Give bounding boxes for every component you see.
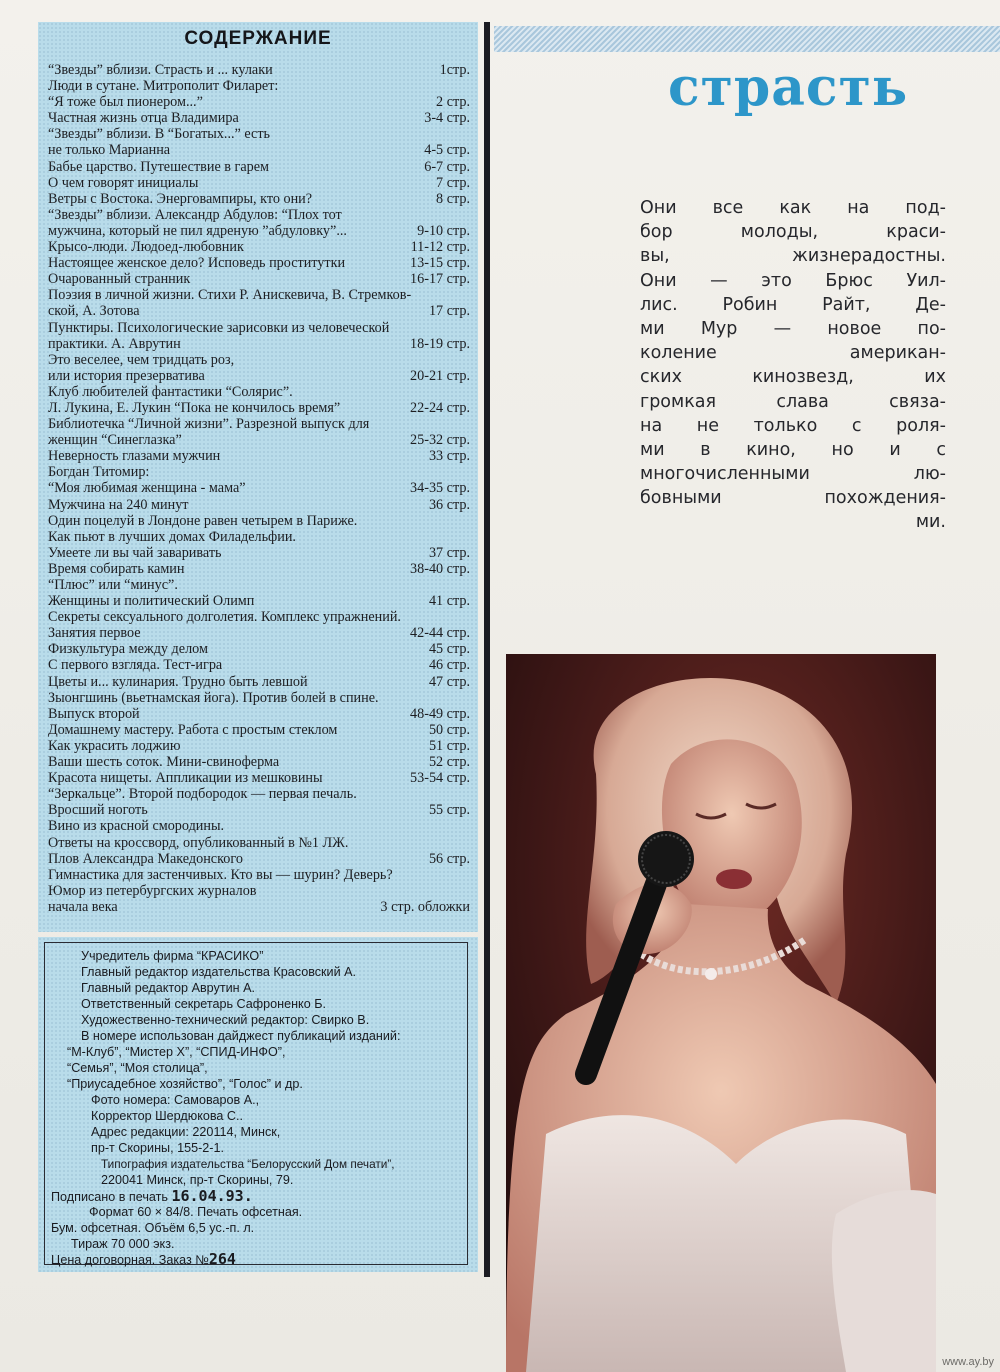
contents-item [48, 754, 470, 770]
contents-item-page: 8 стр. [436, 190, 470, 207]
contents-list [48, 62, 470, 915]
contents-item-page: 18-19 стр. [410, 335, 470, 352]
contents-item-title: Гимнастика для застенчивых. Кто вы — шурин? Деверь? [48, 866, 393, 883]
imprint-address-2: пр-т Скорины, 155-2-1. [91, 1141, 224, 1155]
contents-item-title: Секреты сексуального долголетия. Комплекс упражнений. [48, 609, 401, 626]
contents-title: СОДЕРЖАНИЕ [184, 28, 332, 49]
contents-item [48, 674, 470, 690]
contents-item-title: Умеете ли вы чай заваривать [48, 544, 222, 561]
imprint-signed-date: 16.04.93. [171, 1187, 253, 1205]
contents-item-title: Мужчина на 240 минут [48, 496, 189, 513]
contents-item-page: 9-10 стр. [417, 222, 470, 239]
intro-line: коление американ- [640, 343, 946, 364]
contents-item [48, 561, 470, 577]
contents-item-title: Это веселее, чем тридцать роз, [48, 351, 235, 368]
contents-item [48, 159, 470, 175]
contents-item-title: не только Марианна [48, 142, 171, 159]
contents-item-title: Домашнему мастеру. Работа с простым стеклом [48, 721, 338, 738]
intro-line: ми Мур — новое по- [640, 318, 946, 339]
contents-item-page: 45 стр. [428, 641, 470, 658]
contents-item-title: Зыонгшинь (вьетнамская йога). Против болей в спине. [48, 689, 379, 706]
imprint-photo: Фото номера: Самоваров А., [91, 1093, 260, 1107]
contents-item-title: Как украсить лоджию [48, 737, 181, 754]
contents-item-title: Неверность глазами мужчин [48, 448, 221, 465]
contents-item-title: Физкультура между делом [48, 641, 208, 658]
intro-line: Они все как на под- [640, 198, 946, 218]
contents-item [48, 802, 470, 818]
contents-item [48, 513, 470, 529]
contents-item [48, 175, 470, 191]
intro-line: бовными похождения- [640, 488, 946, 509]
imprint-sources-2: “Семья”, “Моя столица”, [67, 1061, 208, 1075]
contents-item [48, 336, 470, 352]
contents-item-page: 48-49 стр. [410, 705, 470, 722]
contents-item-page: 7 стр. [436, 174, 470, 191]
contents-item [48, 142, 470, 158]
imprint-signed-label: Подписано в печать [51, 1190, 168, 1204]
contents-item [48, 448, 470, 464]
contents-item [48, 480, 470, 496]
imprint-printing-house: Типография издательства “Белорусский Дом печати”, [101, 1157, 395, 1171]
contents-item-title: Время собирать камин [48, 560, 185, 577]
contents-item-page: 50 стр. [428, 721, 470, 738]
contents-item [48, 416, 470, 432]
contents-item-title: “Зеркальце”. Второй подбородок — первая печаль. [48, 786, 357, 803]
contents-item-page: 3-4 стр. [424, 110, 470, 127]
contents-item [48, 657, 470, 673]
intro-line: на не только с роля- [640, 415, 946, 436]
contents-item [48, 191, 470, 207]
contents-item [48, 400, 470, 416]
contents-item-title: Ветры с Востока. Энерговампиры, кто они? [48, 190, 313, 207]
contents-item-page: 20-21 стр. [410, 367, 470, 384]
contents-item-title: Выпуск второй [48, 705, 140, 722]
contents-item-title: женщин “Синеглазка” [48, 432, 182, 449]
imprint-signed [51, 1189, 253, 1204]
contents-item [48, 497, 470, 513]
contents-item-title: или история презерватива [48, 367, 205, 384]
contents-item-title: Ответы на кроссворд, опубликованный в №1 ЛЖ. [48, 834, 349, 851]
contents-item-title: Л. Лукина, Е. Лукин “Пока не кончилось время” [48, 399, 341, 416]
contents-item-title: Очарованный странник [48, 271, 191, 288]
contents-item [48, 641, 470, 657]
intro-line: громкая слава связа- [640, 391, 946, 412]
contents-item-title: Как пьют в лучших домах Филадельфии. [48, 528, 296, 545]
contents-item-title: “Моя любимая женщина - мама” [48, 480, 246, 497]
contents-item [48, 239, 470, 255]
singer-photo [506, 654, 936, 1372]
contents-item-page: 4-5 стр. [424, 142, 470, 159]
imprint-paper: Бум. офсетная. Объём 6,5 уc.-п. л. [51, 1221, 255, 1235]
contents-item-title: О чем говорят инициалы [48, 174, 199, 191]
imprint-proofreader: Корректор Шердюкова С.. [91, 1109, 243, 1123]
imprint-chief-editor-publisher: Главный редактор издательства Красовский А. [81, 965, 357, 979]
contents-item-page: 11-12 стр. [410, 239, 470, 256]
contents-item-page: 46 стр. [428, 657, 470, 674]
singer-photo-illustration [506, 654, 936, 1372]
contents-item [48, 545, 470, 561]
contents-item-title: начала века [48, 898, 118, 915]
contents-item [48, 320, 470, 336]
contents-item-page: 41 стр. [428, 593, 470, 610]
contents-item [48, 690, 470, 706]
contents-item [48, 609, 470, 625]
contents-item-page: 17 стр. [428, 303, 470, 320]
column-divider [484, 22, 490, 1277]
intro-line: бор молоды, краси- [640, 222, 946, 243]
imprint-founder: Учредитель фирма “КРАСИКО” [81, 949, 264, 963]
contents-panel [38, 22, 478, 932]
contents-item [48, 851, 470, 867]
contents-item-title: “Звезды” вблизи. В “Богатых...” есть [48, 126, 270, 143]
imprint-digest-note: В номере использован дайджест публикаций изданий: [81, 1029, 401, 1043]
contents-item-page: 33 стр. [428, 448, 470, 465]
intro-line: лис. Робин Райт, Де- [640, 294, 946, 315]
contents-item [48, 738, 470, 754]
imprint-chief-editor: Главный редактор Аврутин А. [81, 981, 255, 995]
contents-item-title: Настоящее женское дело? Исповедь проститутки [48, 255, 346, 272]
contents-item-title: практики. А. Аврутин [48, 335, 181, 352]
contents-item-page: 1стр. [439, 62, 470, 78]
contents-item-page: 47 стр. [428, 673, 470, 690]
contents-item [48, 62, 470, 78]
contents-item-page: 42-44 стр. [410, 625, 470, 642]
contents-item [48, 126, 470, 142]
contents-item-page: 34-35 стр. [410, 480, 470, 497]
contents-item-title: Богдан Титомир: [48, 464, 150, 481]
contents-item [48, 207, 470, 223]
contents-item [48, 78, 470, 94]
contents-item-title: мужчина, который не пил ядреную ”абдуловку”... [48, 222, 347, 239]
contents-item-page: 22-24 стр. [410, 399, 470, 416]
contents-item [48, 255, 470, 271]
contents-item-title: “Звезды” вблизи. Александр Абдулов: “Плох тот [48, 206, 342, 223]
contents-item-title: “Я тоже был пионером...” [48, 94, 203, 111]
intro-line: ми. [915, 512, 946, 533]
intro-line: ских кинозвезд, их [640, 367, 946, 388]
contents-item-page: 55 стр. [428, 802, 470, 819]
contents-item [48, 835, 470, 851]
contents-item [48, 303, 470, 319]
contents-item [48, 464, 470, 480]
contents-item-page: 16-17 стр. [410, 271, 470, 288]
contents-item [48, 706, 470, 722]
contents-item-page: 6-7 стр. [424, 158, 470, 175]
contents-item-page: 51 стр. [428, 737, 470, 754]
intro-line: Они — это Брюс Уил- [640, 270, 946, 291]
contents-item-page: 36 стр. [428, 496, 470, 513]
contents-item-title: Цветы и... кулинария. Трудно быть левшой [48, 673, 308, 690]
contents-item-title: Юмор из петербургских журналов [48, 882, 257, 899]
contents-item-title: Люди в сутане. Митрополит Филарет: [48, 78, 279, 95]
contents-item-title: Ваши шесть соток. Мини-свиноферма [48, 754, 280, 771]
contents-item [48, 110, 470, 126]
intro-line: ми в кино, но и с [640, 439, 946, 460]
contents-item [48, 352, 470, 368]
imprint-address-1: Адрес редакции: 220114, Минск, [91, 1125, 281, 1139]
contents-item-title: Плов Александра Македонского [48, 850, 243, 867]
contents-item-page: 38-40 стр. [410, 560, 470, 577]
contents-item-page: 53-54 стр. [410, 770, 470, 787]
imprint-tech-editor: Художественно-технический редактор: Свирко В. [81, 1013, 370, 1027]
imprint-sources-3: “Приусадебное хозяйство”, “Голос” и др. [67, 1077, 303, 1091]
contents-item-title: ской, А. Зотова [48, 303, 140, 320]
contents-item-page: 3 стр. обложки [380, 898, 470, 915]
contents-item [48, 786, 470, 802]
imprint-circulation: Тираж 70 000 экз. [71, 1237, 175, 1251]
contents-item [48, 432, 470, 448]
watermark: www.ay.by [942, 1356, 994, 1368]
contents-item-title: Занятия первое [48, 625, 141, 642]
imprint-price-label: Цена договорная. Заказ № [51, 1253, 209, 1267]
imprint-order-number: 264 [208, 1250, 236, 1268]
contents-item [48, 368, 470, 384]
contents-item [48, 529, 470, 545]
contents-item-title: Частная жизнь отца Владимира [48, 110, 239, 127]
contents-item-title: Женщины и политический Олимп [48, 593, 255, 610]
contents-item [48, 384, 470, 400]
imprint-sources-1: “М-Клуб”, “Мистер Х”, “СПИД-ИНФО”, [67, 1045, 286, 1059]
contents-item-page: 56 стр. [428, 850, 470, 867]
contents-item [48, 722, 470, 738]
contents-item-title: Библиотечка “Личной жизни”. Разрезной выпуск для [48, 416, 370, 433]
contents-item-page: 25-32 стр. [410, 432, 470, 449]
header-stripe-band [494, 26, 1000, 52]
contents-item [48, 770, 470, 786]
article-headline: страсть [668, 57, 909, 118]
article-intro [640, 196, 946, 535]
contents-item-title: Пунктиры. Психологические зарисовки из человеческой [48, 319, 390, 336]
contents-item [48, 287, 470, 303]
contents-item-title: Один поцелуй в Лондоне равен четырем в Париже. [48, 512, 358, 529]
imprint-secretary: Ответственный секретарь Сафроненко Б. [81, 997, 326, 1011]
contents-item-title: Бабье царство. Путешествие в гарем [48, 158, 270, 175]
contents-item-title: Крысо-люди. Людоед-любовник [48, 239, 244, 256]
intro-line: вы, жизнерадостны. [640, 246, 946, 267]
contents-item-page: 52 стр. [428, 754, 470, 771]
imprint-price [51, 1252, 236, 1267]
imprint-format: Формат 60 × 84/8. Печать офсетная. [89, 1205, 303, 1219]
contents-item [48, 223, 470, 239]
contents-item [48, 94, 470, 110]
contents-item-title: “Звезды” вблизи. Страсть и ... кулаки [48, 62, 273, 78]
contents-item-title: Вино из красной смородины. [48, 818, 225, 835]
contents-item-page: 2 стр. [436, 94, 470, 111]
intro-line: многочисленными лю- [640, 464, 946, 485]
contents-item [48, 577, 470, 593]
contents-item [48, 867, 470, 883]
imprint-frame [44, 942, 468, 1268]
contents-item-title: “Плюс” или “минус”. [48, 577, 178, 593]
contents-item-title: Вросший ноготь [48, 802, 148, 819]
imprint-panel [38, 937, 478, 1272]
contents-item [48, 271, 470, 287]
contents-item-title: Клуб любителей фантастики “Солярис”. [48, 383, 293, 400]
contents-item [48, 593, 470, 609]
contents-item [48, 625, 470, 641]
contents-item [48, 899, 470, 915]
contents-item-title: Красота нищеты. Аппликации из мешковины [48, 770, 323, 787]
contents-item [48, 883, 470, 899]
contents-item-page: 37 стр. [428, 544, 470, 561]
contents-item-title: С первого взгляда. Тест-игра [48, 657, 223, 674]
imprint-printing-address: 220041 Минск, пр-т Скорины, 79. [101, 1173, 294, 1187]
contents-item-title: Поэзия в личной жизни. Стихи Р. Анискевича, В. Стремков- [48, 287, 412, 304]
contents-item-page: 13-15 стр. [410, 255, 470, 272]
contents-item [48, 818, 470, 834]
